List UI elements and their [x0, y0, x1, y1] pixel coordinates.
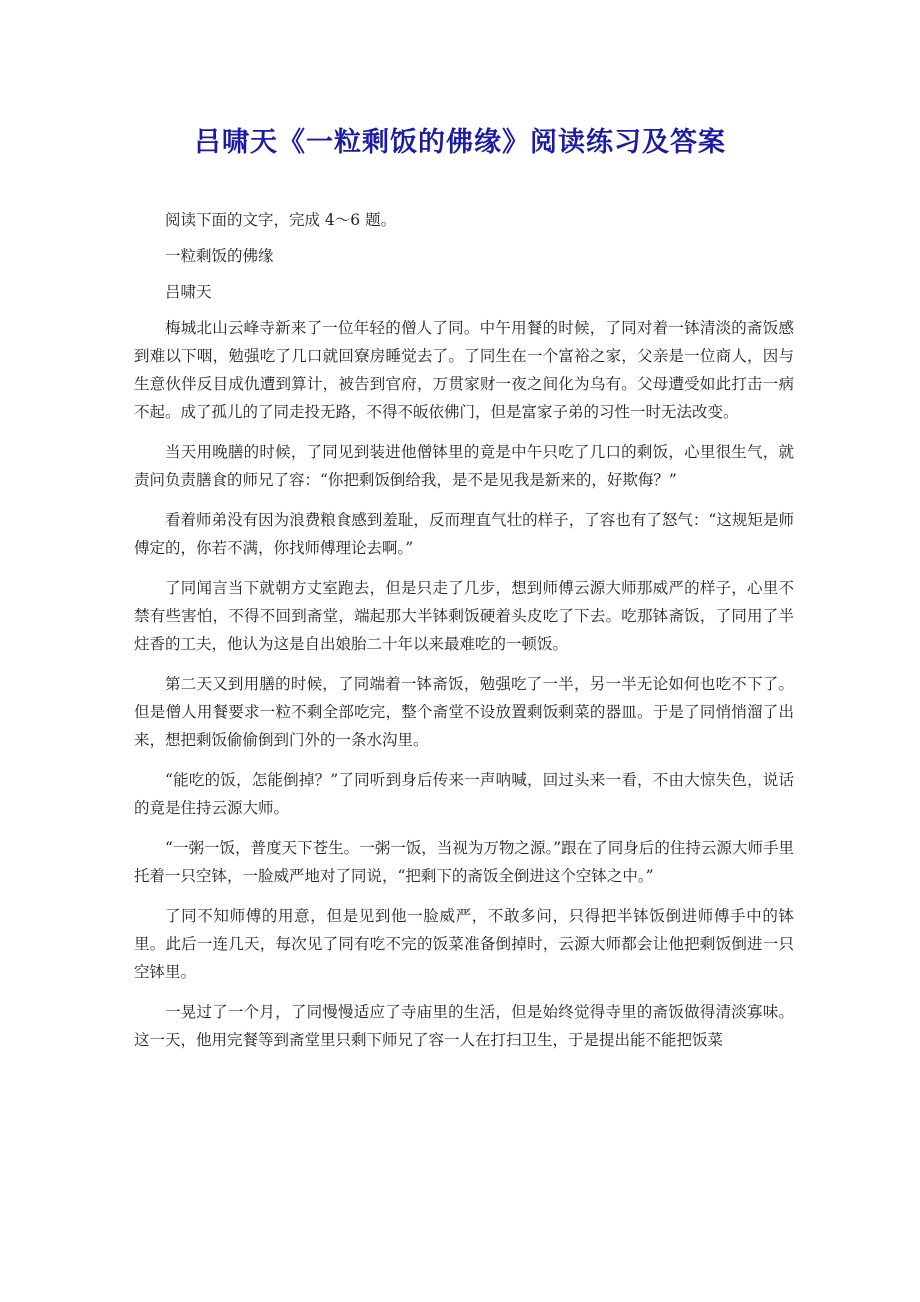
paragraph: 梅城北山云峰寺新来了一位年轻的僧人了同。中午用餐的时候，了同对着一钵清淡的斋饭感到难以下咽，勉强吃了几口就回寮房睡觉去了。了同生在一个富裕之家，父亲是一位商人，因与生意伙伴反目成仇遭到算计，被告到官府，万贯家财一夜之间化为乌有。父母遭受如此打击一病不起。成了孤儿的了同走投无路，不得不皈依佛门，但是富家子弟的习性一时无法改变。 [134, 319, 794, 421]
paragraph: 看着师弟没有因为浪费粮食感到羞耻，反而理直气壮的样子，了容也有了怒气：“这规矩是师傅定的，你若不满，你找师傅理论去啊。” [134, 511, 794, 557]
paragraph: 一晃过了一个月，了同慢慢适应了寺庙里的生活，但是始终觉得寺里的斋饭做得清淡寡味。这一天，他用完餐等到斋堂里只剩下师兄了容一人在打扫卫生，于是提出能不能把饭菜 [134, 1003, 794, 1049]
paragraph: 第二天又到用膳的时候，了同端着一钵斋饭，勉强吃了一半，另一半无论如何也吃不下了。但是僧人用餐要求一粒不剩全部吃完，整个斋堂不设放置剩饭剩菜的器皿。于是了同悄悄溜了出来，想把剩饭偷偷倒到门外的一条水沟里。 [134, 675, 794, 749]
paragraph: 当天用晚膳的时候，了同见到装进他僧钵里的竟是中午只吃了几口的剩饭，心里很生气，就责问负责膳食的师兄了容：“你把剩饭倒给我，是不是见我是新来的，好欺侮？” [134, 443, 794, 489]
paragraph: “一粥一饭，普度天下苍生。一粥一饭，当视为万物之源。”跟在了同身后的住持云源大师手里托着一只空钵，一脸威严地对了同说，“把剩下的斋饭全倒进这个空钵之中。” [134, 839, 794, 885]
story-title: 一粒剩饭的佛缘 [165, 247, 274, 265]
paragraph: “能吃的饭，怎能倒掉？”了同听到身后传来一声呐喊，回过头来一看，不由大惊失色，说话的竟是住持云源大师。 [134, 771, 794, 817]
paragraph: 了同不知师傅的用意，但是见到他一脸威严，不敢多问，只得把半钵饭倒进师傅手中的钵里。此后一连几天，每次见了同有吃不完的饭菜准备倒掉时，云源大师都会让他把剩饭倒进一只空钵里。 [134, 907, 794, 981]
document-title: 吕啸天《一粒剩饭的佛缘》阅读练习及答案 [194, 127, 726, 158]
author-name: 吕啸天 [165, 283, 212, 301]
paragraph: 了同闻言当下就朝方丈室跑去，但是只走了几步，想到师傅云源大师那威严的样子，心里不禁有些害怕，不得不回到斋堂，端起那大半钵剩饭硬着头皮吃了下去。吃那钵斋饭，了同用了半炷香的工夫，他认为这是自出娘胎二十年以来最难吃的一顿饭。 [134, 579, 794, 653]
intro-line: 阅读下面的文字，完成 4～6 题。 [165, 211, 397, 229]
article-body [134, 206, 794, 1066]
